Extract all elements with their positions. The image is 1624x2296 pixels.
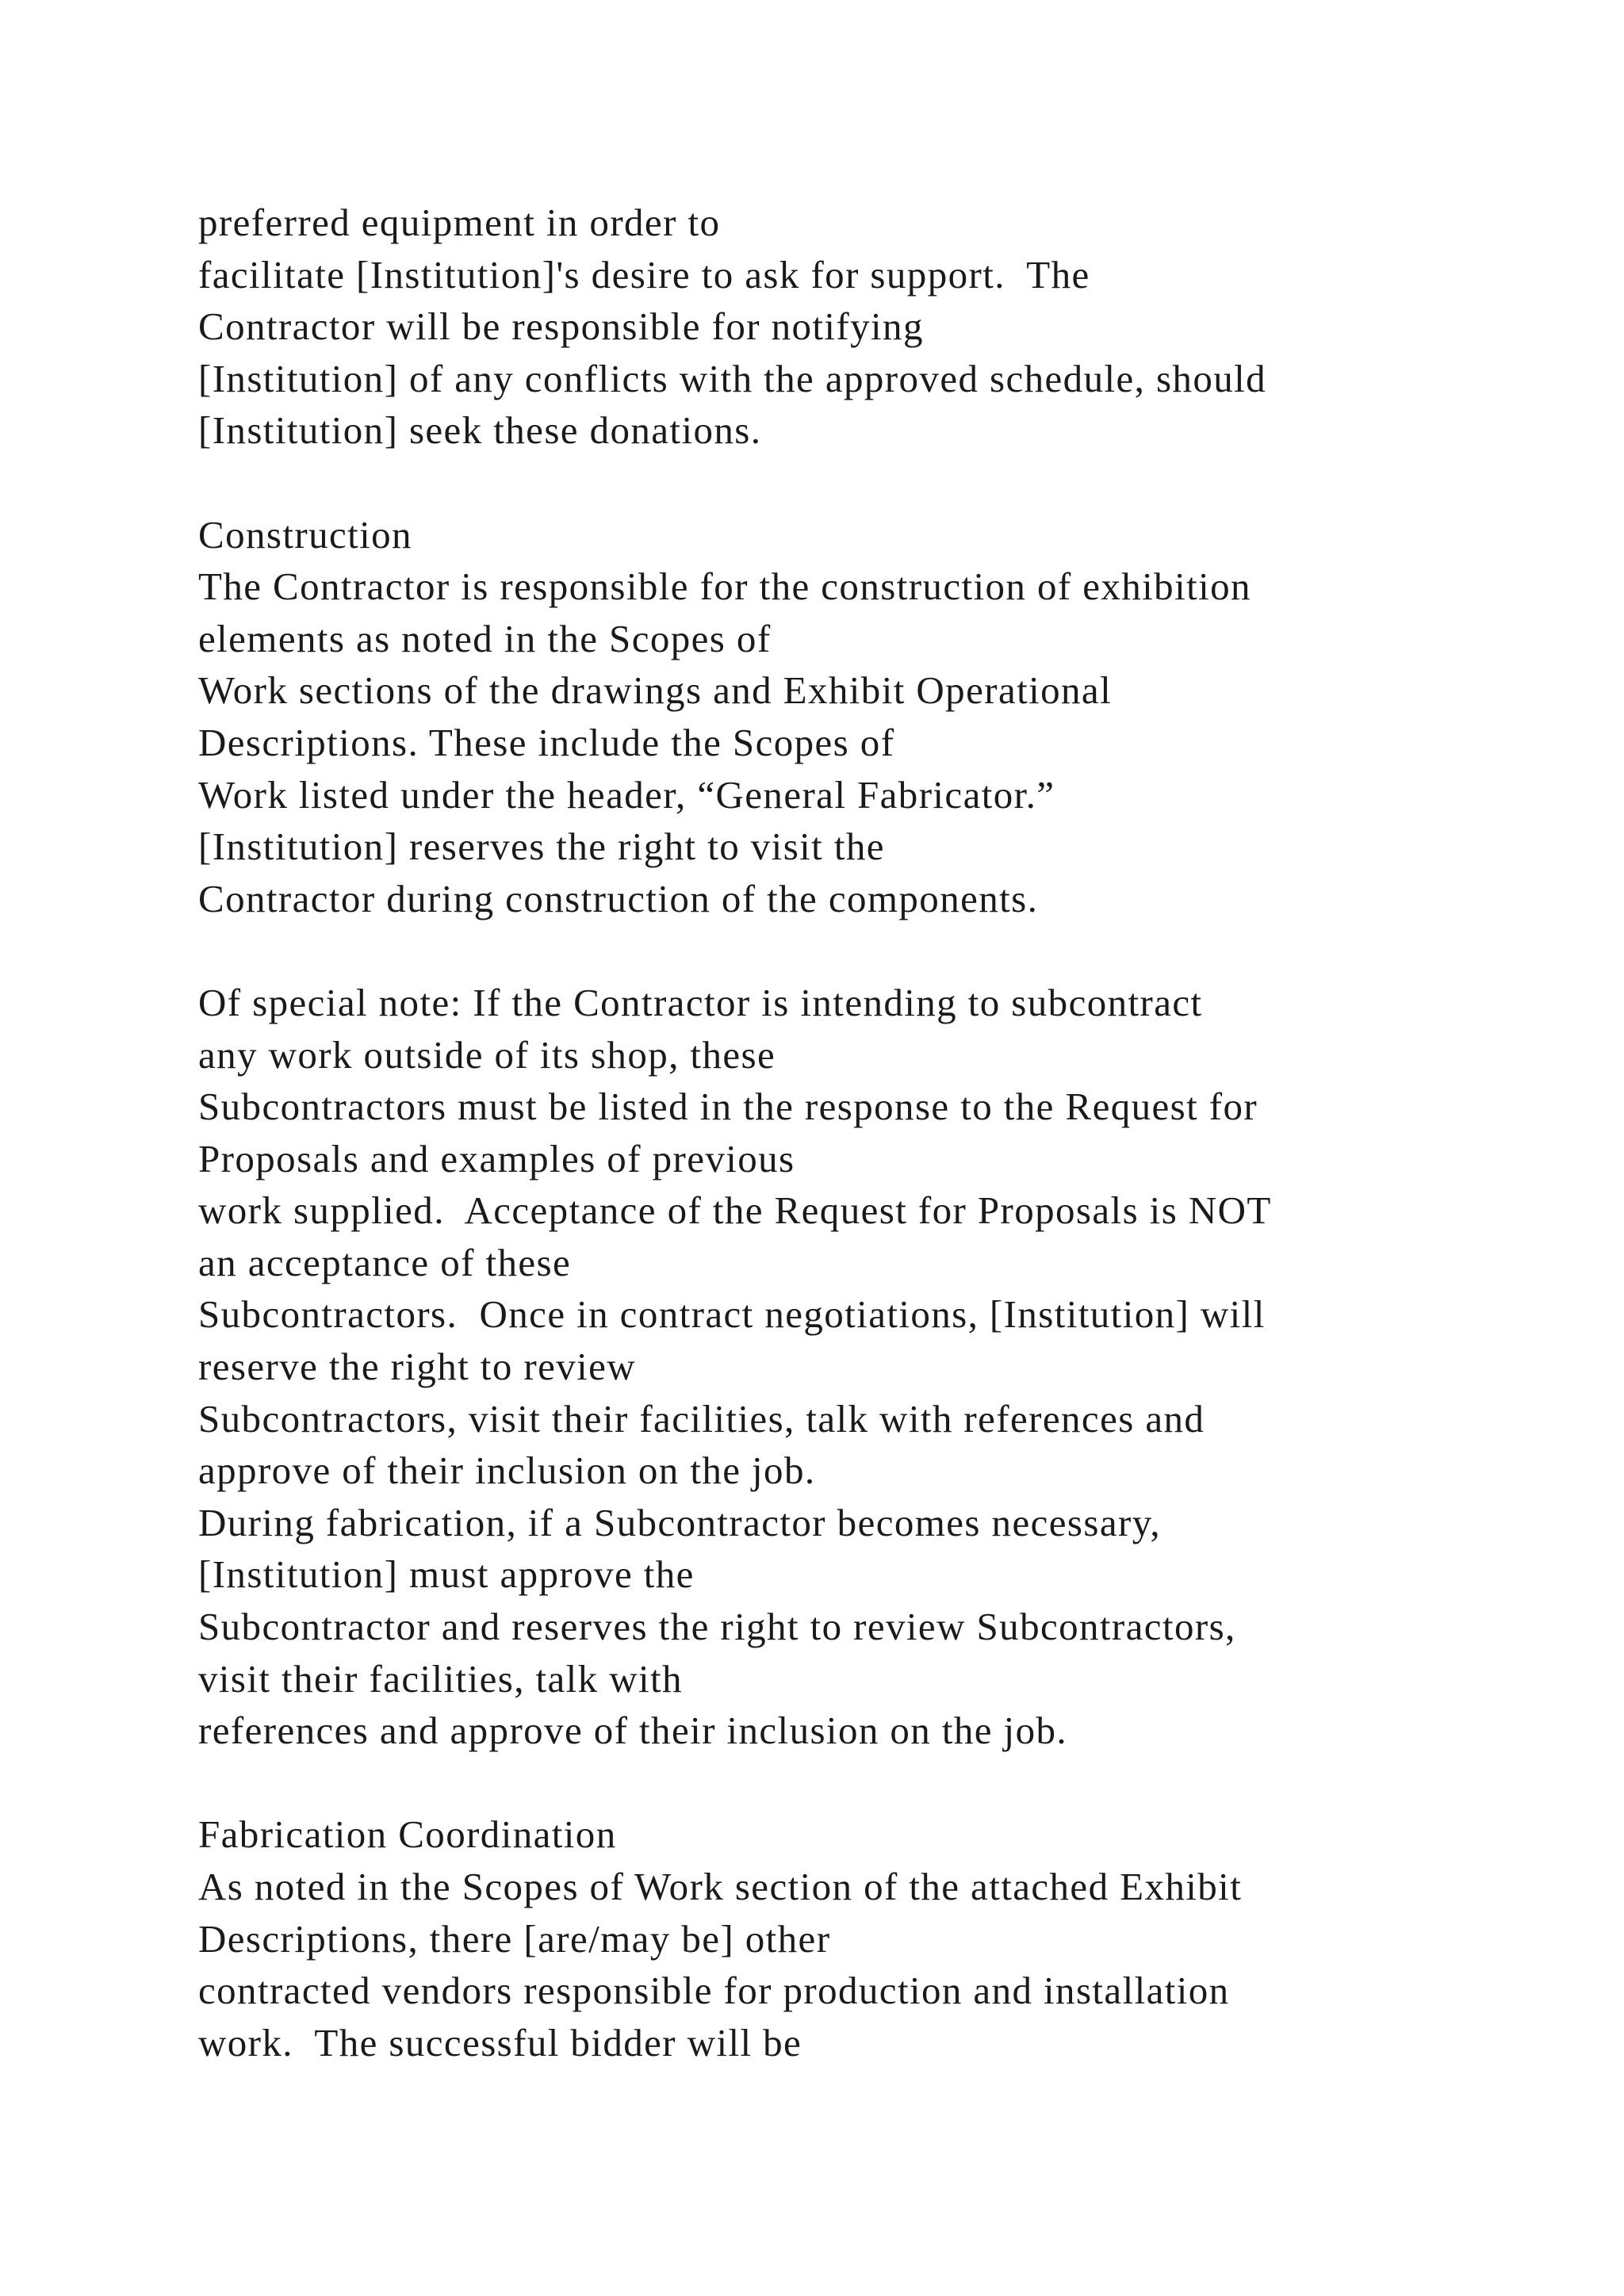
text-line: work supplied. Acceptance of the Request for Proposals is NOT — [198, 1188, 1272, 1233]
text-line: approve of their inclusion on the job. — [198, 1448, 816, 1493]
text-line: [Institution] of any conflicts with the approved schedule, should — [198, 356, 1267, 400]
text-line: Contractor will be responsible for notifying — [198, 304, 924, 349]
text-line: Subcontractors must be listed in the response to the Request for — [198, 1085, 1258, 1129]
text-line: Descriptions, there [are/may be] other — [198, 1916, 831, 1961]
text-line: Contractor during construction of the components. — [198, 876, 1039, 920]
text-line: Work listed under the header, “General Fabricator.” — [198, 772, 1055, 817]
text-line: facilitate [Institution]'s desire to ask for support. The — [198, 252, 1090, 297]
text-line: an acceptance of these — [198, 1240, 572, 1284]
text-line: Subcontractors, visit their facilities, talk with references and — [198, 1396, 1205, 1441]
text-line: During fabrication, if a Subcontractor becomes necessary, — [198, 1500, 1162, 1544]
section-construction — [198, 509, 1499, 925]
text-line: [Institution] seek these donations. — [198, 408, 762, 453]
text-line: Proposals and examples of previous — [198, 1136, 795, 1181]
text-line: Subcontractors. Once in contract negotiations, [Institution] will — [198, 1292, 1266, 1337]
text-line: references and approve of their inclusion on the job. — [198, 1709, 1068, 1753]
paragraph-spacer — [198, 1757, 1499, 1809]
text-line: preferred equipment in order to — [198, 201, 721, 244]
text-line: Descriptions. These include the Scopes of — [198, 720, 895, 764]
text-line: The Contractor is responsible for the construction of exhibition — [198, 564, 1251, 609]
paragraph-spacer — [198, 924, 1499, 977]
paragraph-spacer — [198, 457, 1499, 509]
text-line: Work sections of the drawings and Exhibit Operational — [198, 668, 1113, 713]
text-line: elements as noted in the Scopes of — [198, 616, 772, 660]
text-line: contracted vendors responsible for production and installation — [198, 1969, 1230, 2013]
text-line: reserve the right to review — [198, 1345, 637, 1389]
text-line: [Institution] must approve the — [198, 1552, 695, 1597]
text-line: As noted in the Scopes of Work section of the attached Exhibit — [198, 1865, 1243, 1908]
text-line: [Institution] reserves the right to visit the — [198, 825, 885, 869]
section-heading: Fabrication Coordination — [198, 1812, 617, 1857]
document-page — [198, 197, 1499, 2068]
text-line: Of special note: If the Contractor is intending to subcontract — [198, 980, 1203, 1024]
text-line: work. The successful bidder will be — [198, 2020, 802, 2064]
paragraph-special-note — [198, 977, 1499, 1757]
text-line: Subcontractor and reserves the right to review Subcontractors, — [198, 1605, 1236, 1649]
section-heading: Construction — [198, 512, 412, 557]
text-line: visit their facilities, talk with — [198, 1656, 683, 1701]
section-fabrication-coordination — [198, 1808, 1499, 2068]
paragraph-equipment — [198, 197, 1499, 457]
text-line: any work outside of its shop, these — [198, 1032, 776, 1077]
